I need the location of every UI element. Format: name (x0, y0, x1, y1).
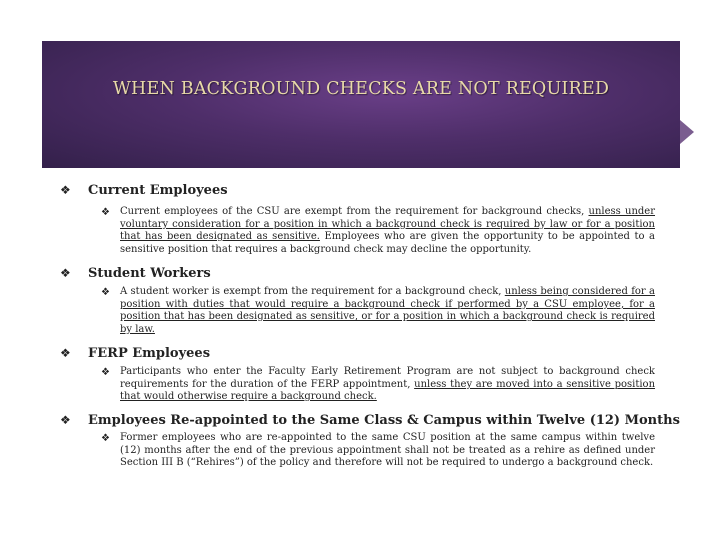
diamond-bullet-icon: ❖ (60, 266, 71, 280)
diamond-bullet-icon: ❖ (101, 367, 110, 378)
section-text: A student worker is exempt from the requirement for a background check, unless being considered for a position with duties that would require a background check if performed by a CSU employee, for a position that has been designated as sensitive, or for a position in which a background check is required by law. (120, 286, 655, 335)
section-text: Participants who enter the Faculty Early Retirement Program are not subject to background check requirements for the duration of the FERP appointment, unless they are moved into a sensitive position that would otherwise require a background check. (120, 366, 656, 403)
title-banner (42, 41, 680, 168)
decorative-arrow-icon (680, 120, 694, 144)
diamond-bullet-icon: ❖ (101, 207, 110, 218)
diamond-bullet-icon: ❖ (60, 346, 71, 360)
diamond-bullet-icon: ❖ (101, 433, 110, 444)
page-title: WHEN BACKGROUND CHECKS ARE NOT REQUIRED (112, 79, 610, 99)
section-heading: Current Employees (88, 183, 228, 198)
diamond-bullet-icon: ❖ (101, 287, 110, 298)
section-heading: Employees Re-appointed to the Same Class & Campus within Twelve (12) Months (88, 413, 680, 428)
section-text: Current employees of the CSU are exempt from the requirement for background checks, unless under voluntary consideration for a position in which a background check is required by law or for a position that has been designated as sensitive. Employees who are given the opportunity to be appointed to a sensitive position that requires a background check may decline the opportunity. (120, 206, 656, 255)
section-heading: FERP Employees (88, 346, 211, 361)
section-heading: Student Workers (88, 266, 211, 281)
diamond-bullet-icon: ❖ (60, 413, 71, 427)
diamond-bullet-icon: ❖ (60, 183, 71, 197)
section-text: Former employees who are re-appointed to the same CSU position at the same campus within twelve (12) months after the end of the previous appointment shall not be treated as a rehire as defined under Section III B (“Rehires”) of the policy and therefore will not be required to undergo a background check. (120, 432, 655, 469)
